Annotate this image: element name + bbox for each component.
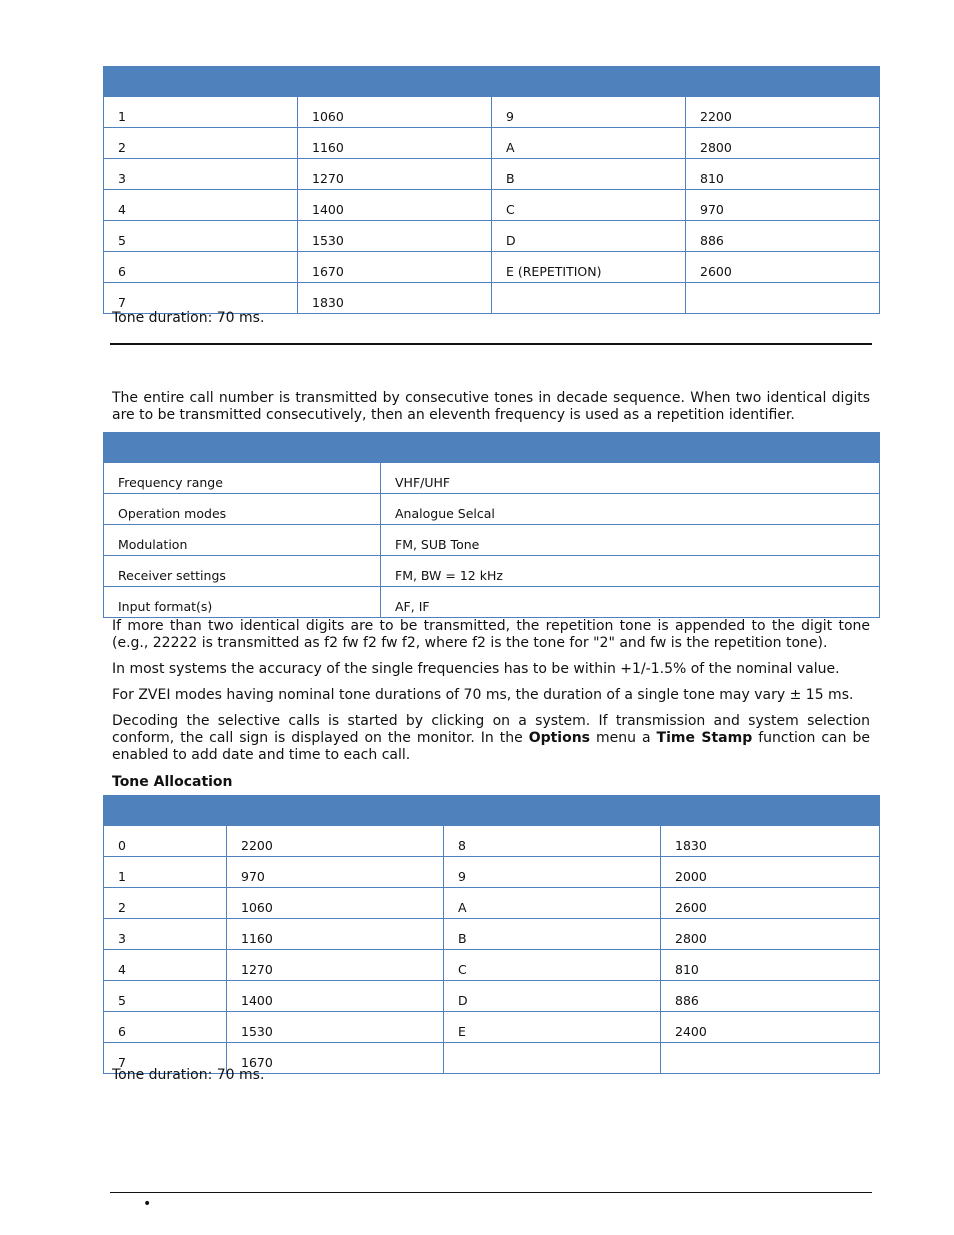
tone-duration-note: Tone duration: 70 ms. (112, 310, 265, 326)
footer-bullet: • (143, 1196, 152, 1212)
table-header-row (104, 67, 880, 97)
table-row: 2 1060 A 2600 (104, 888, 880, 919)
table-row: 4 1400 C 970 (104, 190, 880, 221)
table-row: Receiver settings FM, BW = 12 kHz (104, 556, 880, 587)
specs-table (103, 432, 880, 618)
table-row: Operation modes Analogue Selcal (104, 494, 880, 525)
duration-paragraph: For ZVEI modes having nominal tone durations of 70 ms, the duration of a single tone may vary ± 15 ms. (112, 687, 854, 703)
table-row: Input format(s) AF, IF (104, 587, 880, 618)
intro-paragraph: The entire call number is transmitted by consecutive tones in decade sequence. When two identical digits are to be transmitted consecutively, then an eleventh frequency is used as a repetition identifier. (112, 390, 870, 423)
time-stamp-ref: Time Stamp (656, 730, 753, 746)
options-menu-ref: Options (528, 730, 591, 746)
table-row: 3 1160 B 2800 (104, 919, 880, 950)
table-row: 6 1670 E (REPETITION) 2600 (104, 252, 880, 283)
tone-duration-note-2: Tone duration: 70 ms. (112, 1067, 265, 1083)
table-row: Frequency range VHF/UHF (104, 463, 880, 494)
repetition-paragraph: If more than two identical digits are to be transmitted, the repetition tone is appended to the digit tone (e.g., 22222 is transmitted as f2 fw f2 fw f2, where f2 is the tone for "2" and fw is the repetition tone). (112, 618, 870, 651)
tone-table-2 (103, 795, 880, 1074)
table-row: 7 1830 (104, 283, 880, 314)
table-header-row (104, 433, 880, 463)
table-row: 5 1530 D 886 (104, 221, 880, 252)
accuracy-paragraph: In most systems the accuracy of the single frequencies has to be within +1/-1.5% of the nominal value. (112, 661, 840, 677)
table-row: 0 2200 8 1830 (104, 826, 880, 857)
table-row: 2 1160 A 2800 (104, 128, 880, 159)
tone-table-1 (103, 66, 880, 314)
table-row: 1 970 9 2000 (104, 857, 880, 888)
table-row: 4 1270 C 810 (104, 950, 880, 981)
table-row: 7 1670 (104, 1043, 880, 1074)
section-heading: Tone Allocation (112, 774, 233, 790)
table-row: 5 1400 D 886 (104, 981, 880, 1012)
section-divider (110, 343, 872, 345)
decoding-paragraph: Decoding the selective calls is started by clicking on a system. If transmission and system selection conform, the call sign is displayed on the monitor. In the Options menu a Time Stamp function can be enabled to add date and time to each call. (112, 713, 870, 763)
table-row: Modulation FM, SUB Tone (104, 525, 880, 556)
table-row: 3 1270 B 810 (104, 159, 880, 190)
table-row: 6 1530 E 2400 (104, 1012, 880, 1043)
table-row: 1 1060 9 2200 (104, 97, 880, 128)
table-header-row (104, 796, 880, 826)
footer-divider (110, 1192, 872, 1193)
